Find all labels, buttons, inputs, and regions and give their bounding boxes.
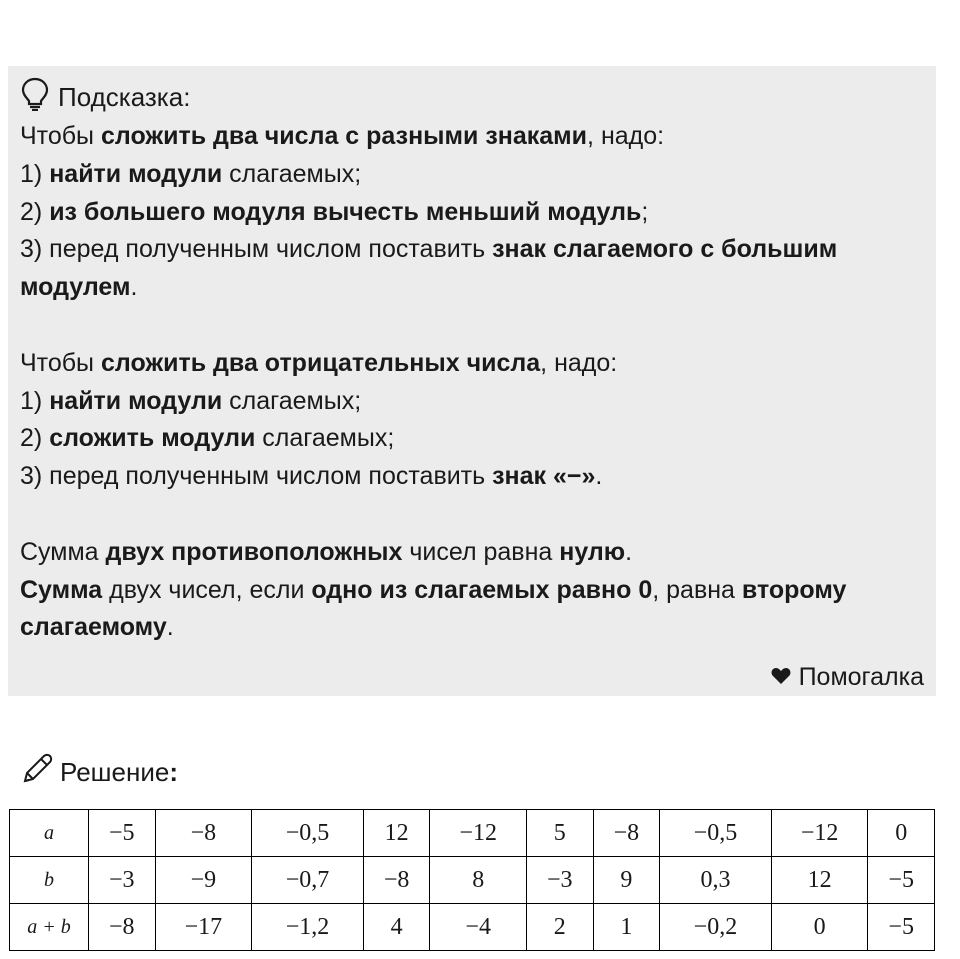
table-cell: −0,7 (252, 857, 364, 904)
table-cell: −4 (430, 904, 527, 951)
row-header: b (10, 857, 89, 904)
hint-block-sums (20, 534, 924, 647)
row-header: a + b (10, 904, 89, 951)
row-header: a (10, 810, 89, 857)
table-cell: −1,2 (252, 904, 364, 951)
rule-line: 1) найти модули слагаемых; (20, 386, 362, 415)
rule-line: 3) перед полученным числом поставить знак «−». (20, 462, 603, 491)
solution-header (20, 752, 178, 793)
lightbulb-icon (20, 77, 50, 118)
table-cell: 12 (771, 857, 868, 904)
table-cell: 1 (593, 904, 660, 951)
rule-line: 1) найти модули слагаемых; (20, 159, 362, 188)
table-cell: 9 (593, 857, 660, 904)
table-cell: −5 (89, 810, 156, 857)
solution-table (9, 809, 935, 951)
table-row (10, 904, 935, 951)
table-row (10, 810, 935, 857)
hint-header (20, 76, 924, 118)
rule-line: 3) перед полученным числом поставить знак слагаемого с большим (20, 235, 838, 264)
table-cell: −3 (527, 857, 594, 904)
credit (771, 663, 924, 692)
rule-line: слагаемому. (20, 613, 174, 642)
table-cell: −12 (771, 810, 868, 857)
table-cell: −8 (89, 904, 156, 951)
rule-line: 2) из большего модуля вычесть меньший модуль; (20, 197, 649, 226)
hint-box (8, 66, 936, 696)
table-cell: 0,3 (660, 857, 772, 904)
table-cell: −8 (593, 810, 660, 857)
rule-line: 2) сложить модули слагаемых; (20, 424, 395, 453)
table-cell: −0,2 (660, 904, 772, 951)
heart-icon (771, 663, 791, 692)
table-cell: −8 (155, 810, 252, 857)
hint-title: Подсказка: (58, 81, 191, 112)
table-cell: −5 (868, 904, 935, 951)
table-cell: −12 (430, 810, 527, 857)
table-cell: −0,5 (660, 810, 772, 857)
solution-title: Решение: (60, 757, 178, 787)
table-cell: −9 (155, 857, 252, 904)
pencil-icon (20, 752, 54, 793)
table-row (10, 857, 935, 904)
rule-line: модулем. (20, 273, 138, 302)
table-cell: −3 (89, 857, 156, 904)
table-cell: −8 (363, 857, 430, 904)
rule-line: Сумма двух противоположных чисел равна нулю. (20, 537, 633, 566)
table-cell: 5 (527, 810, 594, 857)
table-cell: 0 (771, 904, 868, 951)
table-cell: 2 (527, 904, 594, 951)
table-cell: −5 (868, 857, 935, 904)
table-cell: 0 (868, 810, 935, 857)
table-cell: 8 (430, 857, 527, 904)
hint-block-negative (20, 345, 924, 496)
table-cell: 4 (363, 904, 430, 951)
table-cell: −17 (155, 904, 252, 951)
rule-line: Сумма двух чисел, если одно из слагаемых равно 0, равна второму (20, 575, 847, 604)
table-cell: −0,5 (252, 810, 364, 857)
hint-block-different-signs (20, 118, 924, 307)
rule-line: Чтобы сложить два числа с разными знаками, надо: (20, 122, 665, 150)
rule-line: Чтобы сложить два отрицательных числа, надо: (20, 348, 618, 377)
table-cell: 12 (363, 810, 430, 857)
credit-label: Помогалка (798, 663, 924, 691)
